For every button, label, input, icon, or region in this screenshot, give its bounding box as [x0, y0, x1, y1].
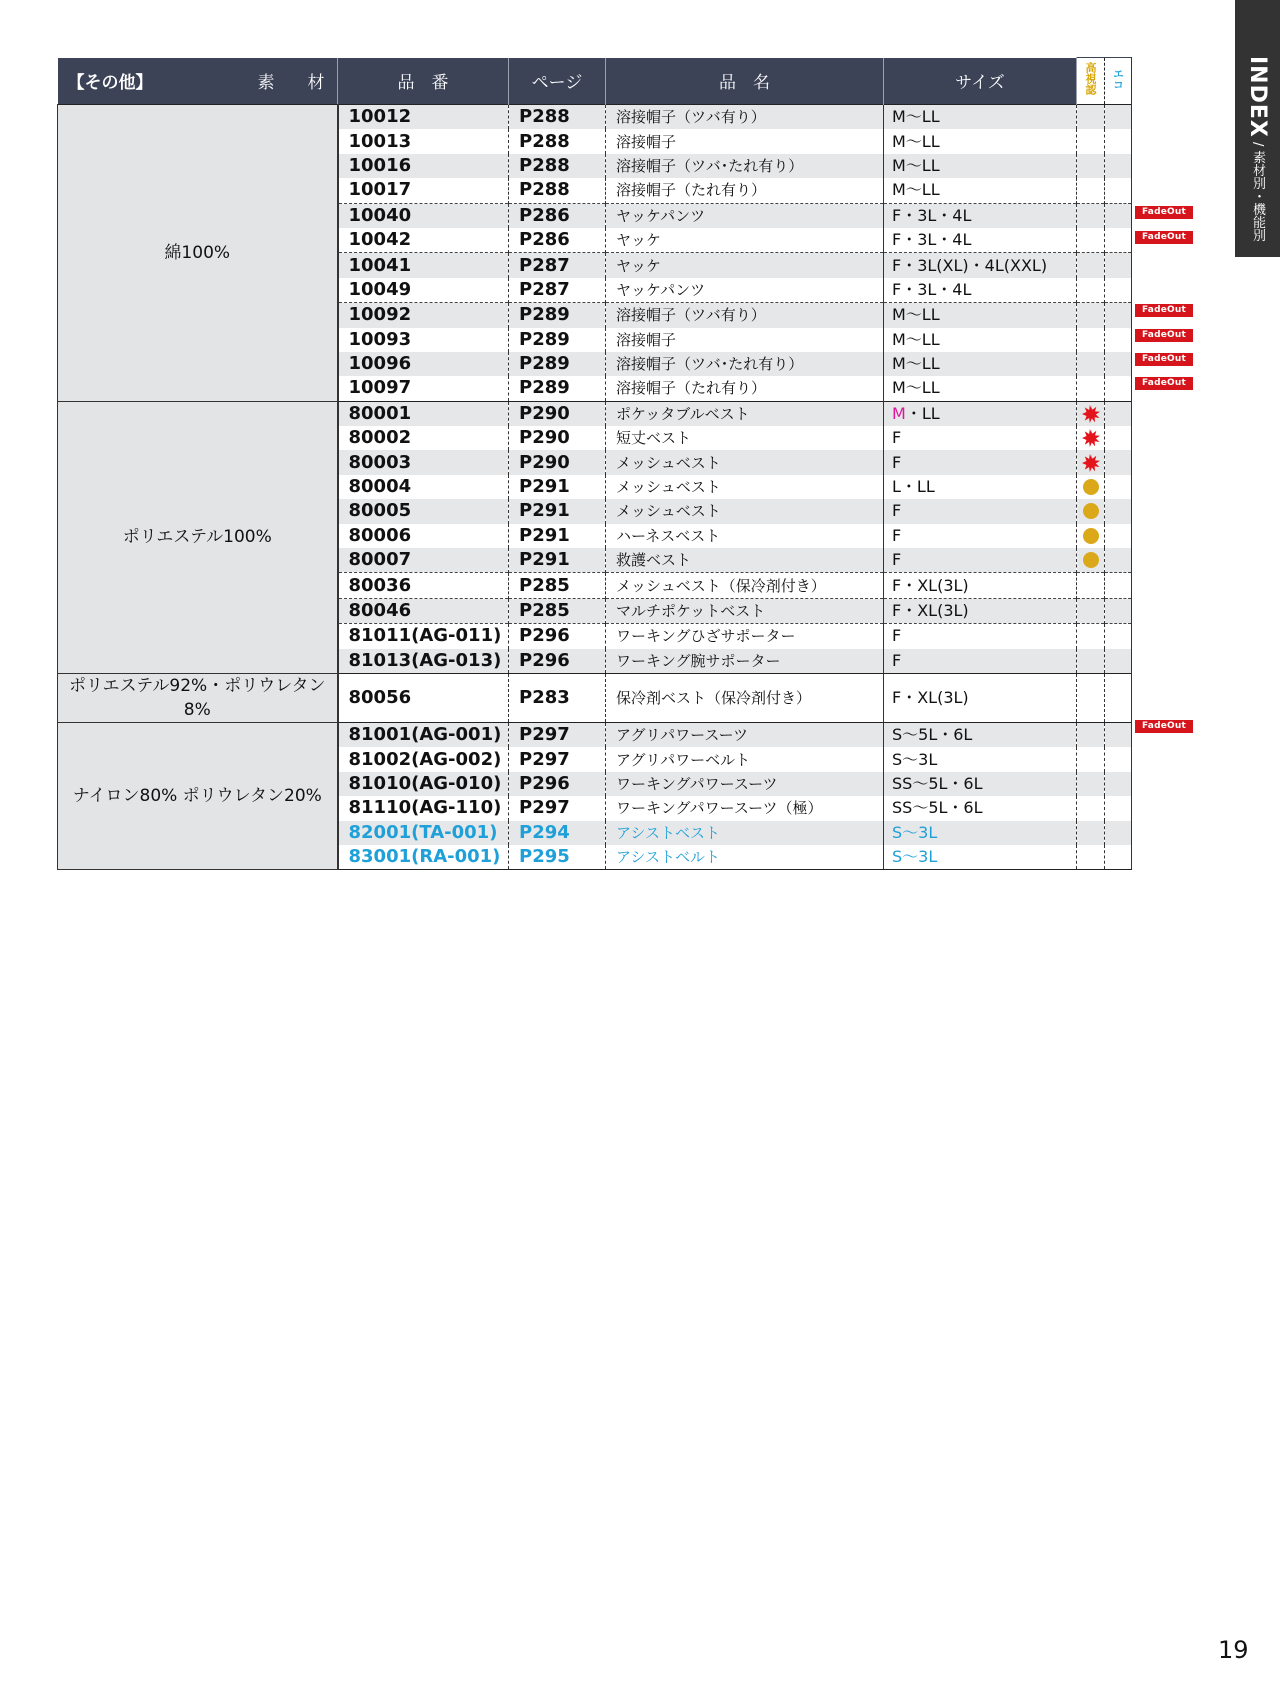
product-name: アグリパワーベルト	[606, 747, 884, 771]
index-side-tab[interactable]	[1235, 0, 1280, 257]
eco-cell	[1105, 105, 1132, 130]
fadeout-badge: FadeOut	[1135, 353, 1193, 366]
hi-vis-cell	[1077, 649, 1105, 674]
eco-cell	[1105, 499, 1132, 523]
yellow-circle-icon	[1083, 552, 1099, 568]
product-code: 81011(AG-011)	[338, 624, 509, 649]
product-name: メッシュベスト	[606, 450, 884, 474]
header-eco-label: エコ	[1111, 67, 1125, 90]
product-name: メッシュベスト（保冷剤付き）	[606, 573, 884, 598]
size-range: SS〜5L・6L	[884, 772, 1077, 796]
product-name: メッシュベスト	[606, 499, 884, 523]
page-ref: P283	[509, 673, 606, 722]
product-code: 80004	[338, 475, 509, 499]
size-range: M〜LL	[884, 328, 1077, 352]
eco-cell	[1105, 303, 1132, 328]
size-range: F・3L(XL)・4L(XXL)	[884, 253, 1077, 278]
eco-cell	[1105, 376, 1132, 401]
product-name: 短丈ベスト	[606, 426, 884, 450]
hi-vis-cell	[1077, 129, 1105, 153]
product-code: 10042	[338, 228, 509, 253]
product-code: 10040	[338, 203, 509, 228]
eco-cell	[1105, 821, 1132, 845]
product-name: 溶接帽子（たれ有り）	[606, 178, 884, 203]
page-ref: P288	[509, 178, 606, 203]
fadeout-badge: FadeOut	[1135, 206, 1193, 219]
red-starburst-icon	[1082, 428, 1100, 448]
product-name: メッシュベスト	[606, 475, 884, 499]
hi-vis-cell	[1077, 475, 1105, 499]
page-ref: P289	[509, 376, 606, 401]
eco-cell	[1105, 649, 1132, 674]
table-row	[58, 401, 1132, 426]
product-name: ヤッケパンツ	[606, 203, 884, 228]
product-code: 80002	[338, 426, 509, 450]
product-code: 83001(RA-001)	[338, 845, 509, 870]
size-range: F	[884, 649, 1077, 674]
product-code: 10013	[338, 129, 509, 153]
hi-vis-cell	[1077, 772, 1105, 796]
size-range: F・3L・4L	[884, 278, 1077, 303]
eco-cell	[1105, 573, 1132, 598]
yellow-circle-icon	[1083, 528, 1099, 544]
product-name: 保冷剤ベスト（保冷剤付き）	[606, 673, 884, 722]
size-range: F	[884, 426, 1077, 450]
fadeout-badge: FadeOut	[1135, 231, 1193, 244]
table-header-row	[58, 58, 1132, 105]
product-code: 80001	[338, 401, 509, 426]
size-range: F・XL(3L)	[884, 673, 1077, 722]
product-code: 80006	[338, 524, 509, 548]
fadeout-badge: FadeOut	[1135, 304, 1193, 317]
hi-vis-cell	[1077, 426, 1105, 450]
hi-vis-cell	[1077, 278, 1105, 303]
product-name: ヤッケパンツ	[606, 278, 884, 303]
size-range: SS〜5L・6L	[884, 796, 1077, 820]
eco-cell	[1105, 624, 1132, 649]
header-name: 品 名	[606, 58, 884, 105]
eco-cell	[1105, 328, 1132, 352]
eco-cell	[1105, 747, 1132, 771]
hi-vis-cell	[1077, 328, 1105, 352]
product-code: 80036	[338, 573, 509, 598]
product-index-table	[57, 57, 1132, 870]
product-name: 救護ベスト	[606, 548, 884, 573]
eco-cell	[1105, 772, 1132, 796]
size-range: F	[884, 624, 1077, 649]
product-name: 溶接帽子	[606, 129, 884, 153]
header-hi-vis-label: 高視認	[1084, 62, 1097, 95]
material-cell: ポリエステル100%	[58, 401, 338, 673]
size-range: L・LL	[884, 475, 1077, 499]
eco-cell	[1105, 228, 1132, 253]
size-highlight: M	[892, 403, 906, 423]
product-name: ワーキングパワースーツ（極）	[606, 796, 884, 820]
hi-vis-cell	[1077, 376, 1105, 401]
page-ref: P290	[509, 426, 606, 450]
hi-vis-cell	[1077, 352, 1105, 376]
eco-cell	[1105, 278, 1132, 303]
product-code: 80007	[338, 548, 509, 573]
product-name: 溶接帽子	[606, 328, 884, 352]
eco-cell	[1105, 154, 1132, 178]
page-ref: P286	[509, 228, 606, 253]
page-ref: P297	[509, 796, 606, 820]
material-cell: ナイロン80% ポリウレタン20%	[58, 722, 338, 869]
product-name: ワーキング腕サポーター	[606, 649, 884, 674]
hi-vis-cell	[1077, 624, 1105, 649]
header-material	[58, 58, 338, 105]
page-ref: P285	[509, 573, 606, 598]
page-ref: P288	[509, 154, 606, 178]
page-ref: P289	[509, 352, 606, 376]
product-code: 10097	[338, 376, 509, 401]
page-ref: P290	[509, 401, 606, 426]
eco-cell	[1105, 548, 1132, 573]
product-name: ワーキングひざサポーター	[606, 624, 884, 649]
header-eco	[1105, 58, 1132, 105]
page-ref: P291	[509, 548, 606, 573]
eco-cell	[1105, 450, 1132, 474]
page-ref: P291	[509, 499, 606, 523]
page-ref: P296	[509, 649, 606, 674]
material-cell: ポリエステル92%・ポリウレタン8%	[58, 673, 338, 722]
eco-cell	[1105, 598, 1132, 623]
product-code: 10092	[338, 303, 509, 328]
hi-vis-cell	[1077, 598, 1105, 623]
size-range: M〜LL	[884, 352, 1077, 376]
product-name: 溶接帽子（ツバ有り）	[606, 303, 884, 328]
product-code: 80003	[338, 450, 509, 474]
product-code: 10096	[338, 352, 509, 376]
product-name: マルチポケットベスト	[606, 598, 884, 623]
size-range: M〜LL	[884, 178, 1077, 203]
product-code: 10049	[338, 278, 509, 303]
hi-vis-cell	[1077, 796, 1105, 820]
product-name: ヤッケ	[606, 228, 884, 253]
table-row	[58, 105, 1132, 130]
product-code: 81002(AG-002)	[338, 747, 509, 771]
page-ref: P287	[509, 278, 606, 303]
page-ref: P288	[509, 129, 606, 153]
size-range	[884, 401, 1077, 426]
eco-cell	[1105, 401, 1132, 426]
hi-vis-cell	[1077, 203, 1105, 228]
page-ref: P296	[509, 772, 606, 796]
size-range: F	[884, 450, 1077, 474]
size-range: M〜LL	[884, 154, 1077, 178]
product-name: 溶接帽子（ツバ･たれ有り）	[606, 154, 884, 178]
fadeout-badge: FadeOut	[1135, 720, 1193, 733]
size-range: F	[884, 499, 1077, 523]
product-code: 81001(AG-001)	[338, 722, 509, 747]
fadeout-badge: FadeOut	[1135, 329, 1193, 342]
hi-vis-cell	[1077, 154, 1105, 178]
eco-cell	[1105, 129, 1132, 153]
header-category-label: 【その他】	[67, 73, 153, 94]
page-ref: P294	[509, 821, 606, 845]
fadeout-badge: FadeOut	[1135, 377, 1193, 390]
page-ref: P295	[509, 845, 606, 870]
hi-vis-cell	[1077, 722, 1105, 747]
product-code: 10093	[338, 328, 509, 352]
size-range: F・XL(3L)	[884, 573, 1077, 598]
hi-vis-cell	[1077, 845, 1105, 870]
product-code: 81110(AG-110)	[338, 796, 509, 820]
header-hi-vis	[1077, 58, 1105, 105]
page-ref: P287	[509, 253, 606, 278]
hi-vis-cell	[1077, 303, 1105, 328]
header-code: 品 番	[338, 58, 509, 105]
page-ref: P297	[509, 722, 606, 747]
hi-vis-cell	[1077, 524, 1105, 548]
hi-vis-cell	[1077, 821, 1105, 845]
yellow-circle-icon	[1083, 503, 1099, 519]
product-code: 80056	[338, 673, 509, 722]
eco-cell	[1105, 352, 1132, 376]
size-range: S〜3L	[884, 845, 1077, 870]
product-code: 80005	[338, 499, 509, 523]
size-range: F・3L・4L	[884, 203, 1077, 228]
hi-vis-cell	[1077, 401, 1105, 426]
product-name: 溶接帽子（ツバ･たれ有り）	[606, 352, 884, 376]
hi-vis-cell	[1077, 747, 1105, 771]
size-rest: ・LL	[905, 403, 940, 423]
yellow-circle-icon	[1083, 479, 1099, 495]
eco-cell	[1105, 722, 1132, 747]
eco-cell	[1105, 796, 1132, 820]
header-page: ページ	[509, 58, 606, 105]
hi-vis-cell	[1077, 253, 1105, 278]
hi-vis-cell	[1077, 450, 1105, 474]
product-code: 10016	[338, 154, 509, 178]
size-range: M〜LL	[884, 129, 1077, 153]
product-name: アグリパワースーツ	[606, 722, 884, 747]
page-ref: P289	[509, 328, 606, 352]
product-code: 82001(TA-001)	[338, 821, 509, 845]
size-range: F	[884, 548, 1077, 573]
page-ref: P297	[509, 747, 606, 771]
hi-vis-cell	[1077, 228, 1105, 253]
eco-cell	[1105, 203, 1132, 228]
product-name: アシストベルト	[606, 845, 884, 870]
hi-vis-cell	[1077, 105, 1105, 130]
product-name: ワーキングパワースーツ	[606, 772, 884, 796]
header-size: サイズ	[884, 58, 1077, 105]
eco-cell	[1105, 253, 1132, 278]
page-ref: P285	[509, 598, 606, 623]
hi-vis-cell	[1077, 548, 1105, 573]
product-code: 81010(AG-010)	[338, 772, 509, 796]
table-row	[58, 673, 1132, 722]
size-range: M〜LL	[884, 105, 1077, 130]
product-name: ハーネスベスト	[606, 524, 884, 548]
page-ref: P286	[509, 203, 606, 228]
red-starburst-icon	[1082, 453, 1100, 473]
hi-vis-cell	[1077, 573, 1105, 598]
size-range: S〜3L	[884, 747, 1077, 771]
index-tab-subtitle: / 素材別・機能別	[1250, 137, 1265, 242]
red-starburst-icon	[1082, 404, 1100, 424]
product-code: 10012	[338, 105, 509, 130]
product-name: ポケッタブルベスト	[606, 401, 884, 426]
product-code: 80046	[338, 598, 509, 623]
hi-vis-cell	[1077, 499, 1105, 523]
hi-vis-cell	[1077, 178, 1105, 203]
page-ref: P289	[509, 303, 606, 328]
eco-cell	[1105, 475, 1132, 499]
eco-cell	[1105, 845, 1132, 870]
product-name: 溶接帽子（たれ有り）	[606, 376, 884, 401]
size-range: M〜LL	[884, 303, 1077, 328]
page-number: 19	[1218, 1636, 1249, 1664]
hi-vis-cell	[1077, 673, 1105, 722]
size-range: S〜5L・6L	[884, 722, 1077, 747]
product-code: 10041	[338, 253, 509, 278]
eco-cell	[1105, 673, 1132, 722]
size-range: F・3L・4L	[884, 228, 1077, 253]
product-name: アシストベスト	[606, 821, 884, 845]
product-name: ヤッケ	[606, 253, 884, 278]
index-tab-title: INDEX	[1245, 56, 1270, 138]
product-code: 81013(AG-013)	[338, 649, 509, 674]
page-ref: P291	[509, 475, 606, 499]
eco-cell	[1105, 178, 1132, 203]
product-name: 溶接帽子（ツバ有り）	[606, 105, 884, 130]
page-ref: P291	[509, 524, 606, 548]
eco-cell	[1105, 426, 1132, 450]
size-range: F	[884, 524, 1077, 548]
size-range: F・XL(3L)	[884, 598, 1077, 623]
header-material-label: 素 材	[257, 73, 333, 94]
table-body	[58, 105, 1132, 870]
page-ref: P288	[509, 105, 606, 130]
page-ref: P290	[509, 450, 606, 474]
table-row	[58, 722, 1132, 747]
product-code: 10017	[338, 178, 509, 203]
material-cell: 綿100%	[58, 105, 338, 402]
size-range: S〜3L	[884, 821, 1077, 845]
page-ref: P296	[509, 624, 606, 649]
eco-cell	[1105, 524, 1132, 548]
size-range: M〜LL	[884, 376, 1077, 401]
